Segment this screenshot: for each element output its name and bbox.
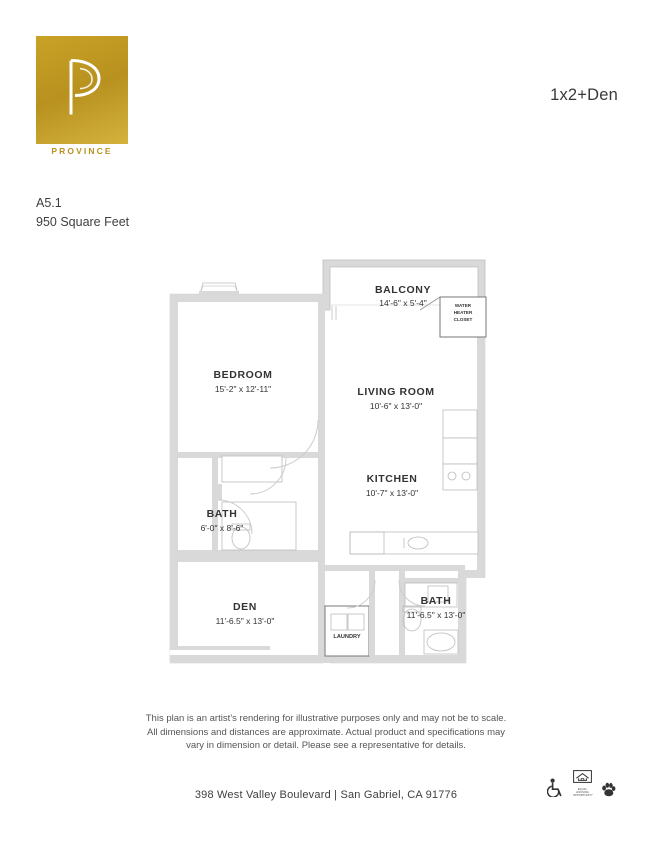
eho-caption-line-1: EQUAL HOUSING: [576, 788, 589, 794]
province-logo-tile: [36, 36, 128, 144]
disclaimer-text: [0, 712, 652, 753]
closet-label-heater: HEATER: [453, 310, 473, 315]
room-dim-bath-1: 6'-0" x 8'-6": [200, 523, 244, 533]
room-label-den: DEN: [233, 601, 257, 613]
closet-label-closet: CLOSET: [453, 317, 473, 322]
room-dim-den: 11'-6.5" x 13'-0": [215, 616, 275, 626]
pet-friendly-paw-icon: [601, 782, 616, 797]
room-label-living-room: LIVING ROOM: [357, 386, 435, 398]
eho-house-glyph: [573, 770, 592, 783]
brand-name: PROVINCE: [51, 146, 113, 156]
unit-id-label: A5.1: [36, 196, 62, 210]
disclaimer-line-1: This plan is an artist’s rendering for illustrative purposes only and may not be to scale.: [145, 713, 507, 724]
equal-housing-opportunity-icon: [573, 770, 592, 797]
closet-label-water: WATER: [454, 303, 472, 308]
room-dim-living-room: 10'-6" x 13'-0": [369, 401, 423, 411]
room-label-kitchen: KITCHEN: [366, 473, 418, 485]
room-dim-bath-2: 11'-6.5" x 13'-0": [406, 610, 466, 620]
disclaimer-line-2: All dimensions and distances are approximate. Actual product and specifications may: [146, 726, 506, 738]
eho-caption-line-2: OPPORTUNITY: [573, 794, 593, 797]
footer-icon-group: [547, 770, 616, 797]
floorplan-drawing: [0, 250, 652, 680]
property-address: 398 West Valley Boulevard | San Gabriel, CA 91776: [194, 789, 458, 801]
room-dim-bedroom: 15'-2" x 12'-11": [214, 384, 272, 394]
province-p-monogram-logo: [59, 57, 105, 119]
room-label-bath-2: BATH: [420, 595, 452, 607]
room-label-laundry: LAUNDRY: [333, 634, 361, 640]
plan-type-label: 1x2+Den: [550, 86, 618, 104]
room-label-bedroom: BEDROOM: [213, 369, 273, 381]
room-label-balcony: BALCONY: [374, 284, 432, 296]
wheelchair-accessible-icon: [547, 778, 564, 797]
floorplan-svg: [0, 250, 652, 680]
square-feet-label: 950 Square Feet: [36, 215, 130, 229]
room-dim-kitchen: 10'-7" x 13'-0": [365, 488, 419, 498]
disclaimer-line-3: vary in dimension or detail. Please see a representative for details.: [186, 740, 466, 751]
room-label-bath-1: BATH: [206, 508, 238, 520]
room-dim-balcony: 14'-6" x 5'-4": [379, 298, 427, 308]
